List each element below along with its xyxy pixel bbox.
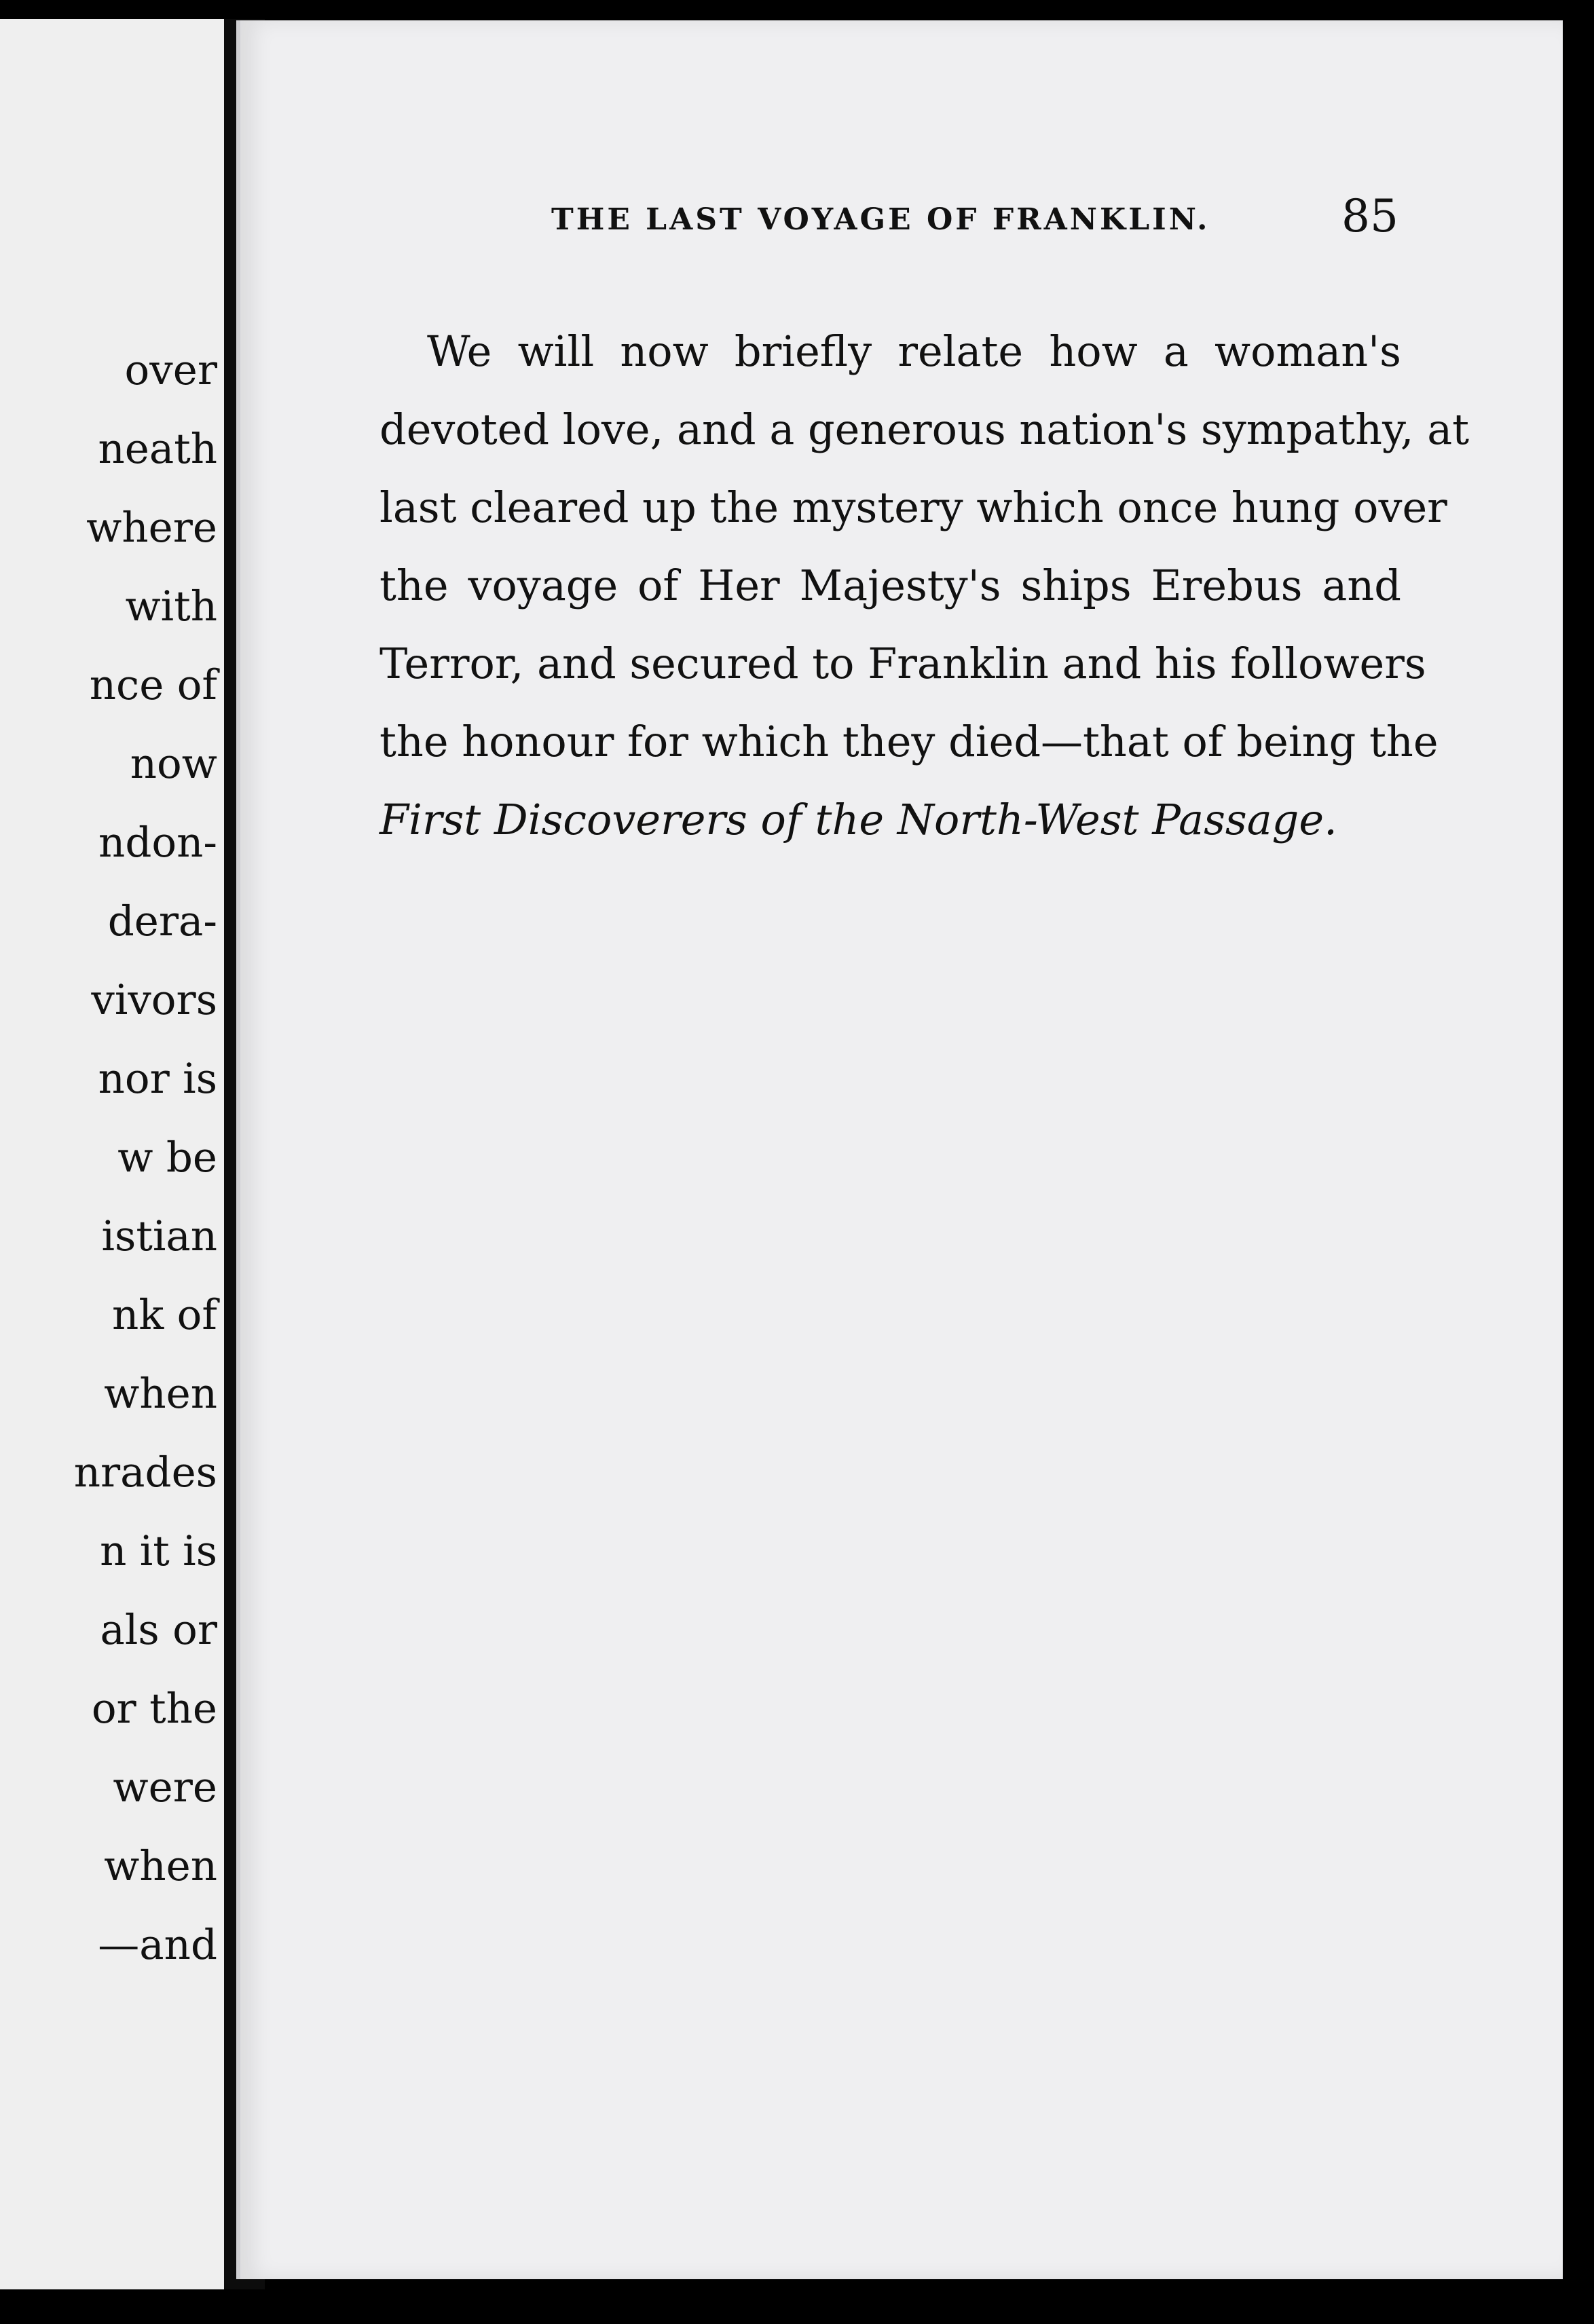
left-line: when bbox=[104, 1842, 217, 1890]
left-line: were bbox=[113, 1763, 217, 1812]
left-line: vivors bbox=[91, 976, 217, 1024]
paragraph-line: devoted love, and a generous nation's sympathy, at bbox=[379, 405, 1470, 454]
left-line: als or bbox=[100, 1606, 217, 1654]
left-line: dera- bbox=[107, 897, 217, 945]
paragraph-line-italic: First Discoverers of the North-West Passage. bbox=[379, 795, 1337, 844]
left-line: n it is bbox=[100, 1527, 217, 1575]
paragraph-line: the voyage of Her Majesty's ships Erebus and bbox=[379, 561, 1401, 610]
left-line: nor is bbox=[98, 1055, 217, 1103]
paragraph bbox=[379, 312, 1470, 859]
left-line: with bbox=[125, 582, 217, 631]
left-line: neath bbox=[98, 425, 217, 473]
left-line: or the bbox=[91, 1685, 217, 1733]
paragraph-line: last cleared up the mystery which once hung over bbox=[379, 483, 1447, 532]
left-page-fragment bbox=[0, 19, 224, 2289]
paragraph-line: We will now briefly relate how a woman's bbox=[427, 326, 1401, 376]
left-line: nce of bbox=[89, 661, 217, 709]
left-page-text bbox=[74, 331, 217, 1985]
left-line: —and bbox=[98, 1921, 217, 1969]
paragraph-line: the honour for which they died—that of being the bbox=[379, 717, 1439, 766]
left-line: istian bbox=[101, 1212, 217, 1260]
paragraph-line: Terror, and secured to Franklin and his followers bbox=[379, 639, 1426, 688]
left-line: now bbox=[130, 740, 217, 788]
left-line: over bbox=[124, 346, 217, 394]
left-line: nk of bbox=[112, 1291, 217, 1339]
running-head: THE LAST VOYAGE OF FRANKLIN. bbox=[551, 202, 1210, 237]
left-line: where bbox=[86, 504, 217, 552]
left-line: when bbox=[104, 1370, 217, 1418]
left-line: ndon- bbox=[98, 819, 217, 867]
page-number: 85 bbox=[1341, 190, 1398, 242]
left-line: w be bbox=[117, 1133, 217, 1182]
left-line: nrades bbox=[73, 1448, 217, 1497]
right-page bbox=[236, 20, 1563, 2279]
